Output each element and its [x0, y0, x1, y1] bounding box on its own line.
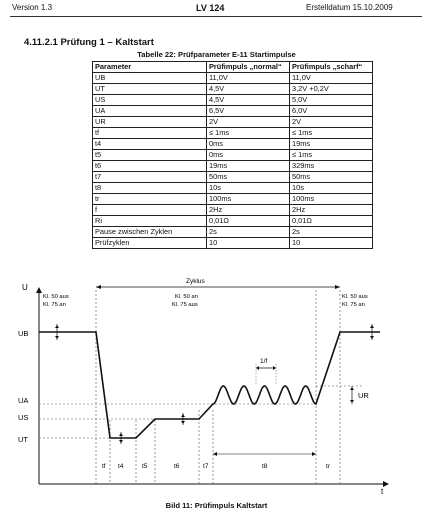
param-name-cell: t4	[93, 139, 207, 150]
param-name-cell: UA	[93, 106, 207, 117]
time-label-t8: t8	[262, 463, 268, 470]
scharf-value-cell: 100ms	[290, 194, 373, 205]
cycle-arrow-left-head	[96, 285, 101, 289]
level-label-ut: UT	[18, 435, 28, 444]
normal-value-cell: 10	[207, 238, 290, 249]
center-annotation-line-1: Kl. 50 an	[175, 294, 198, 300]
normal-value-cell: 10s	[207, 183, 290, 194]
period-label: 1/f	[260, 358, 268, 365]
param-name-cell: Pause zwischen Zyklen	[93, 227, 207, 238]
normal-value-cell: 4,5V	[207, 84, 290, 95]
scharf-value-cell: 2Hz	[290, 205, 373, 216]
param-name-cell: Ri	[93, 216, 207, 227]
left-annotation-line-2: Kl. 75 an	[43, 302, 66, 308]
normal-value-cell: 2Hz	[207, 205, 290, 216]
pulse-waveform	[39, 332, 380, 438]
cycle-label: Zyklus	[186, 278, 205, 285]
scharf-value-cell: ≤ 1ms	[290, 128, 373, 139]
scharf-value-cell: 6,0V	[290, 106, 373, 117]
param-name-cell: US	[93, 95, 207, 106]
time-label-t7: t7	[203, 463, 209, 470]
param-name-cell: t6	[93, 161, 207, 172]
right-annotation-line-2: Kl. 75 an	[342, 302, 365, 308]
normal-value-cell: 19ms	[207, 161, 290, 172]
col-header-scharf: Prüfimpuls „scharf“	[290, 62, 373, 73]
normal-value-cell: 2V	[207, 117, 290, 128]
y-axis-label: U	[22, 283, 28, 292]
time-label-tr: tr	[326, 463, 330, 470]
param-name-cell: tr	[93, 194, 207, 205]
figure-caption: Bild 11: Prüfimpuls Kaltstart	[165, 501, 268, 510]
normal-value-cell: 0ms	[207, 139, 290, 150]
cycle-arrow-right-head	[335, 285, 340, 289]
ur-label: UR	[358, 391, 369, 400]
normal-value-cell: 0ms	[207, 150, 290, 161]
col-header-normal: Prüfimpuls „normal“	[207, 62, 290, 73]
normal-value-cell: 0,01Ω	[207, 216, 290, 227]
scharf-value-cell: 19ms	[290, 139, 373, 150]
param-name-cell: t5	[93, 150, 207, 161]
right-annotation-line-1: Kl. 50 aus	[342, 294, 368, 300]
header-document-id: LV 124	[196, 3, 225, 13]
header-version: Version 1.3	[12, 3, 53, 12]
scharf-value-cell: 2V	[290, 117, 373, 128]
param-name-cell: tf	[93, 128, 207, 139]
x-axis-label: t	[381, 487, 384, 496]
section-title: 4.11.2.1 Prüfung 1 – Kaltstart	[24, 37, 154, 48]
normal-value-cell: 11,0V	[207, 73, 290, 84]
table-caption: Tabelle 22: Prüfparameter E-11 Startimpulse	[137, 50, 296, 59]
left-annotation-line-1: Kl. 50 aus	[43, 294, 69, 300]
param-name-cell: t7	[93, 172, 207, 183]
time-label-t6: t6	[174, 463, 180, 470]
scharf-value-cell: 2s	[290, 227, 373, 238]
scharf-value-cell: 0,01Ω	[290, 216, 373, 227]
normal-value-cell: ≤ 1ms	[207, 128, 290, 139]
normal-value-cell: 6,5V	[207, 106, 290, 117]
normal-value-cell: 4,5V	[207, 95, 290, 106]
level-label-ua: UA	[18, 396, 29, 405]
param-name-cell: f	[93, 205, 207, 216]
param-name-cell: t8	[93, 183, 207, 194]
time-label-t4: t4	[118, 463, 124, 470]
scharf-value-cell: ≤ 1ms	[290, 150, 373, 161]
scharf-value-cell: 11,0V	[290, 73, 373, 84]
time-label-t5: t5	[142, 463, 148, 470]
scharf-value-cell: 50ms	[290, 172, 373, 183]
center-annotation-line-2: Kl. 75 aus	[172, 302, 198, 308]
header-date: Erstelldatum 15.10.2009	[306, 3, 393, 12]
param-name-cell: UT	[93, 84, 207, 95]
scharf-value-cell: 329ms	[290, 161, 373, 172]
scharf-value-cell: 10s	[290, 183, 373, 194]
col-header-parameter: Parameter	[93, 62, 207, 73]
param-name-cell: UB	[93, 73, 207, 84]
level-label-ub: UB	[18, 329, 29, 338]
level-label-us: US	[18, 413, 29, 422]
normal-value-cell: 2s	[207, 227, 290, 238]
scharf-value-cell: 10	[290, 238, 373, 249]
time-label-tf: tf	[102, 463, 106, 470]
param-name-cell: UR	[93, 117, 207, 128]
scharf-value-cell: 3,2V +0,2V	[290, 84, 373, 95]
normal-value-cell: 100ms	[207, 194, 290, 205]
scharf-value-cell: 5,0V	[290, 95, 373, 106]
normal-value-cell: 50ms	[207, 172, 290, 183]
param-name-cell: Prüfzyklen	[93, 238, 207, 249]
